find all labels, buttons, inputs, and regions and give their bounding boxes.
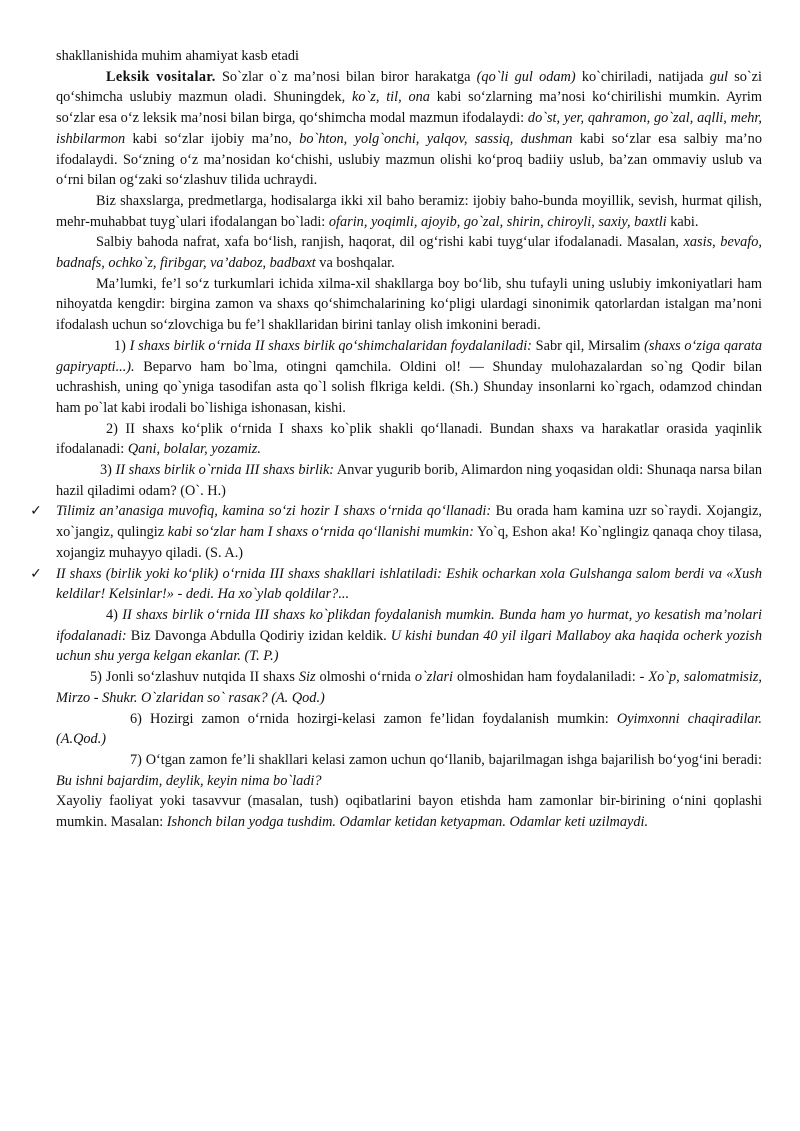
paragraph-dream-tenses: Xayoliy faoliyat yoki tasavvur (masalan, tush) oqibatlarini bayon etishda ham zamonlar bir-birining o‘nini qoplashi mumkin. Masalan: Ishonch bilan yodga tushdim. Odamlar ketidan ketyapman. Odamlar keti uzilmaydi. [56, 793, 762, 831]
document-page [30, 46, 763, 833]
checkmark-icon: ✓ [30, 565, 42, 582]
list-item-1: 1) I shaxs birlik o‘rnida II shaxs birlik qo‘shimchalaridan foydalaniladi: Sabr qil, Mirsalim (shaxs o‘ziga qarata gapiryapti...). Beparvo ham bo`lma, otingni qamchila. Oldini ol! — Shunday mulohazalardan so`ng Qodir bilan uchrashish, uning qo`yniga tasodifan asta qo`l solish flkriga keldi. (Sh.) Shunday insonlarni ko`rgach, odamzod chindan ham po`lat kabi irodali bo`lishiga ishonasan, kishi. [56, 337, 762, 416]
paragraph-positive-evaluation: Biz shaxslarga, predmetlarga, hodisalarga ikki xil baho beramiz: ijobiy baho-bunda moyillik, sevish, hurmat qilish, mehr-muhabbat tuyg`ulari ifodalangan bo`ladi: ofarin, yoqimli, ajoyib, go`zal, shirin, chiroyli, saxiy, baxtli kabi. [56, 192, 762, 230]
list-item-6: 6) Hozirgi zamon o‘rnida hozirgi-kelasi zamon fe’lidan foydalanish mumkin: Oyimxonni chaqiradilar. (A.Qod.) [56, 710, 762, 748]
checked-item-kamina: ✓ Tilimiz an’anasiga muvofiq, kamina so‘zi hozir I shaxs o‘rnida qo‘llanadi: Bu orada ham kamina uzr so`raydi. Xojangiz, xo`jangiz, qulingiz kabi so‘zlar ham I shaxs o‘rnida qo‘llanishi mumkin: Yo`q, Eshon aka! Ko`nglingiz qanaqa choy tilasa, xojangiz muhayyo qiladi. (S. A.) [56, 501, 762, 563]
paragraph-lexical-means: Leksik vositalar. So`zlar o`z ma’nosi bilan biror harakatga (qo`li gul odam) ko`chiriladi, natijada gul so`zi qo‘shimcha uslubiy mazmun oladi. Shuningdek, ko`z, til, ona kabi so‘zlarning ma’nosi ko‘chirilishi mumkin. Ayrim so‘zlar esa o‘z leksik ma’nosi bilan birga, qo‘shimcha modal mazmun ifodalaydi: do`st, yer, qahramon, go`zal, aqlli, mehr, ishbilarmon kabi so‘zlar ijobiy ma’no, bo`hton, yolg`onchi, yalqov, sassiq, dushman kabi so‘zlar esa salbiy ma’no ifodalaydi. So‘zning o‘z ma’nosidan ko‘chishi, uslubiy mazmun olishi ko‘proq badiiy uslub, ba’zan ommaviy uslub va o‘rni bilan og‘zaki so‘zlashuv tilida uchraydi. [56, 68, 762, 189]
paragraph-negative-evaluation: Salbiy bahoda nafrat, xafa bo‘lish, ranjish, haqorat, dil og‘rishi kabi tuyg‘ular ifodalanadi. Masalan, xasis, bevafo, badnafs, ochko`z, firibgar, va’daboz, badbaxt va boshqalar. [56, 234, 762, 272]
paragraph-verb-forms: Ma’lumki, fe’l so‘z turkumlari ichida xilma-xil shakllarga boy bo‘lib, shu tufayli uning uslubiy imkoniyatlari ham nihoyatda kengdir: birgina zamon va shaxs qo‘shimchalarining ko‘pligi ulardagi sinonimik qatorlardan istalgan ma’noni ifodalash uchun so‘zlovchiga bu fe’l shakllaridan birini tanlay olish imkonini beradi. [56, 275, 762, 334]
section-heading-lexical: Leksik vositalar. [106, 68, 216, 85]
list-item-4: 4) II shaxs birlik o‘rnida III shaxs ko`plikdan foydalanish mumkin. Bunda ham yo hurmat, yo kesatish ma’nolari ifodalanadi: Biz Davonga Abdulla Qodiriy izidan keldik. U kishi bundan 40 yil ilgari Mallaboy aka haqida ocherk yozish uchun shu yerga kelgan ekanlar. (T. P.) [56, 606, 762, 665]
list-item-2: 2) II shaxs ko‘plik o‘rnida I shaxs ko`plik shakli qo‘llanadi. Bundan shaxs va harakatlar orasida yaqinlik ifodalanadi: Qani, bolalar, yozamiz. [56, 420, 762, 458]
list-item-5: 5) Jonli so‘zlashuv nutqida II shaxs Siz olmoshi o‘rnida o`zlari olmoshidan ham foydalaniladi: - Xo`p, salomatmisiz, Mirzo - Shukr. O`zlaridan so` rasaк? (A. Qod.) [56, 669, 762, 706]
list-item-7: 7) O‘tgan zamon fe’li shakllari kelasi zamon uchun qo‘llanib, bajarilmagan ishga bajarilish bo‘yog‘ini beradi: Bu ishni bajardim, deylik, keyin nima bo`ladi? [56, 751, 762, 789]
checkmark-icon: ✓ [30, 503, 42, 520]
paragraph-intro: shakllanishida muhim ahamiyat kasb etadi [56, 48, 299, 64]
list-item-3: 3) II shaxs birlik o`rnida III shaxs birlik: Anvar yugurib borib, Alimardon ning yoqasidan oldi: Shunaqa narsa bilan hazil qiladimi odam? (O`. H.) [56, 462, 763, 499]
checked-item-third-person: ✓ II shaxs (birlik yoki ko‘plik) o‘rnida III shaxs shakllari ishlatiladi: Eshik ocharkan xola Gulshanga salom berdi va «Xush keldilar! Kelsinlar!» - dedi. Ha xo`ylab qoldilar?... [56, 564, 762, 605]
